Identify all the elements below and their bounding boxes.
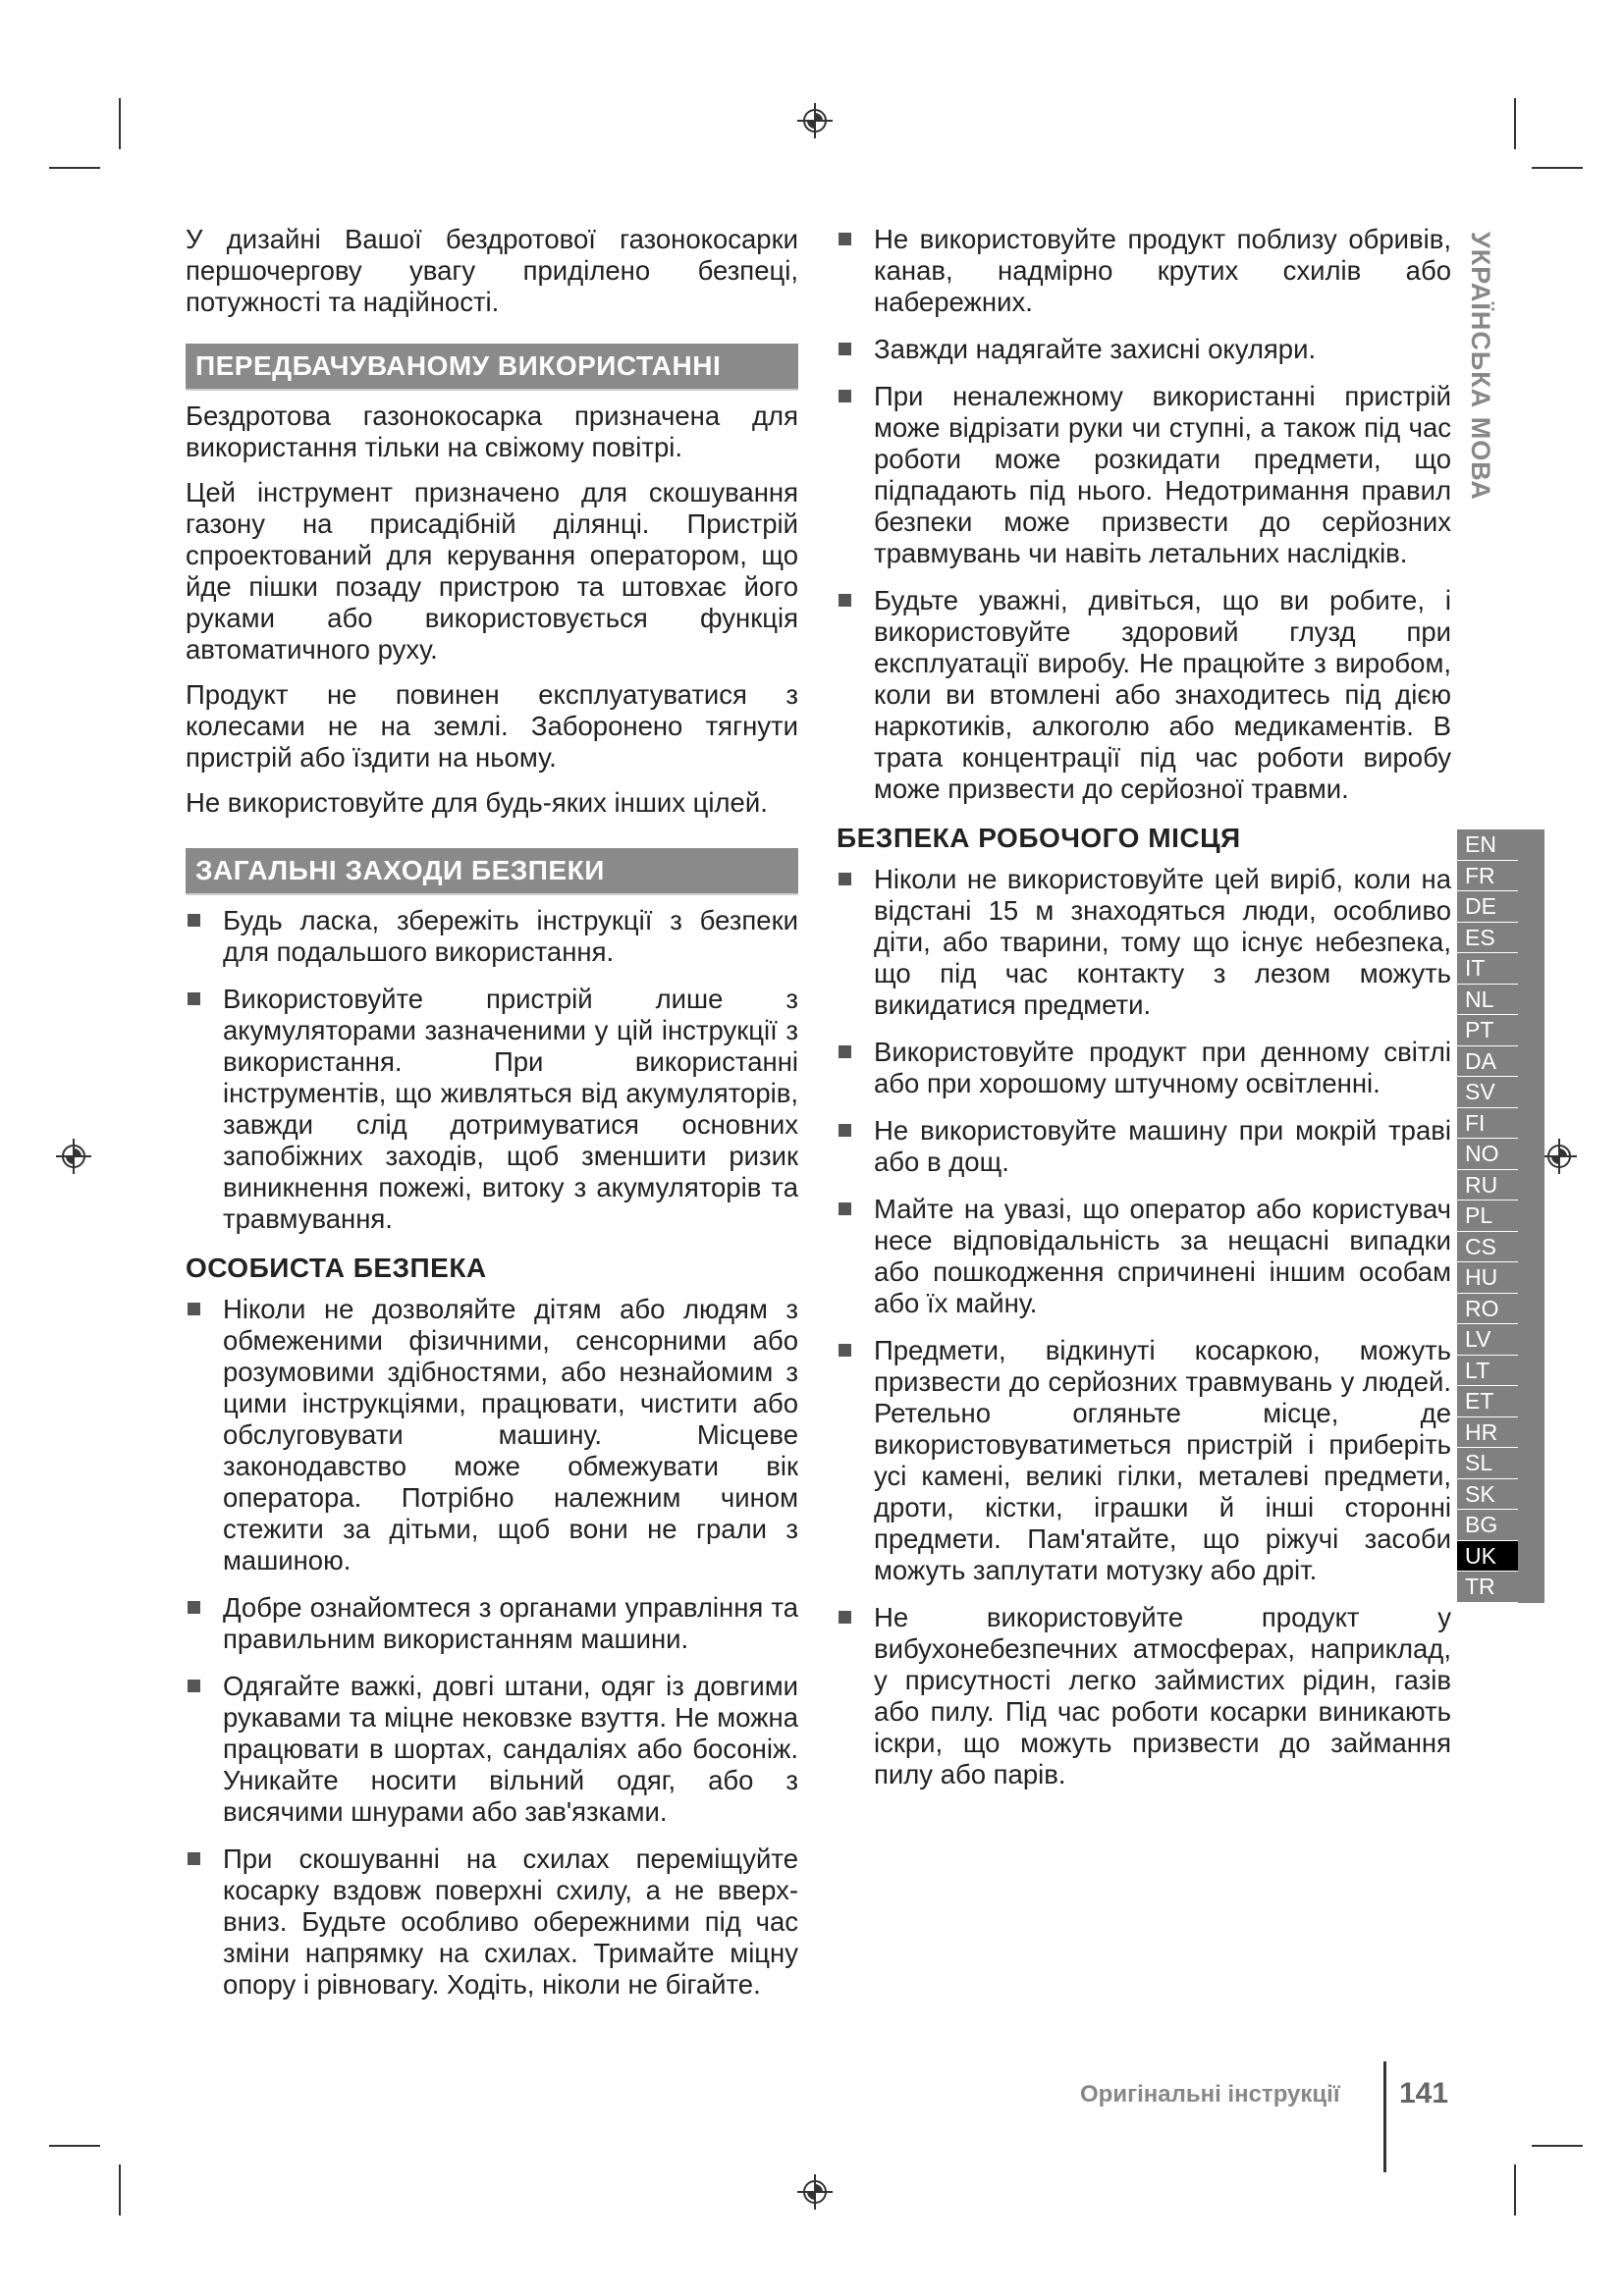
language-tab-fr[interactable]: FR	[1457, 861, 1518, 892]
list-item: Будь ласка, збережіть інструкції з безпеки для подальшого використання.	[186, 905, 798, 968]
language-tab-sk[interactable]: SK	[1457, 1479, 1518, 1511]
language-tab-sl[interactable]: SL	[1457, 1448, 1518, 1479]
crop-mark	[119, 2164, 121, 2216]
language-tab-pl[interactable]: PL	[1457, 1201, 1518, 1232]
language-side-title: УКРАЇНСЬКА МОВА	[1466, 232, 1495, 501]
language-tab-it[interactable]: IT	[1457, 953, 1518, 985]
list-item: Не використовуйте продукт поблизу обривів, канав, надмірно крутих схилів або набережних.	[837, 224, 1451, 318]
registration-mark-icon	[1542, 1139, 1577, 1174]
language-tab-lt[interactable]: LT	[1457, 1356, 1518, 1387]
language-tab-et[interactable]: ET	[1457, 1386, 1518, 1417]
personal-safety-list	[186, 1294, 798, 2001]
language-tab-de[interactable]: DE	[1457, 891, 1518, 923]
section-heading-general-safety: ЗАГАЛЬНІ ЗАХОДИ БЕЗПЕКИ	[186, 848, 798, 895]
language-tab-uk[interactable]: UK	[1457, 1541, 1518, 1573]
paragraph: Продукт не повинен експлуатуватися з колесами не на землі. Заборонено тягнути пристрій або їздити на ньому.	[186, 679, 798, 773]
section-heading-intended-use: ПЕРЕДБАЧУВАНОМУ ВИКОРИСТАННІ	[186, 344, 798, 391]
registration-mark-icon	[797, 2174, 833, 2210]
crop-mark	[1532, 167, 1583, 169]
language-tab-hu[interactable]: HU	[1457, 1262, 1518, 1294]
section-heading-personal-safety: ОСОБИСТА БЕЗПЕКА	[186, 1253, 487, 1283]
list-item: Не використовуйте продукт у вибухонебезпечних атмосферах, наприклад, у присутності легко займистих рідин, газів або пилу. Під час роботи косарки виникають іскри, що можуть призвести до займання пилу або парів.	[837, 1602, 1451, 1790]
crop-mark	[49, 167, 100, 169]
bullet-icon	[188, 1601, 200, 1614]
bullet-icon	[188, 992, 200, 1005]
bullet-icon	[839, 1045, 851, 1058]
list-item: Предмети, відкинуті косаркою, можуть призвести до серйозних травмувань у людей. Ретельно огляньте місце, де використовуватиметься пристрій і приберіть усі камені, великі гілки, металеві предмети, дроти, кістки, іграшки й інші сторонні предмети. Пам'ятайте, що ріжучі засоби можуть заплутати мотузку або дріт.	[837, 1335, 1451, 1586]
language-tab-es[interactable]: ES	[1457, 923, 1518, 954]
paragraph: Не використовуйте для будь-яких інших цілей.	[186, 787, 768, 818]
language-tab-ru[interactable]: RU	[1457, 1170, 1518, 1201]
work-area-list	[837, 864, 1451, 1790]
language-tab-cs[interactable]: CS	[1457, 1232, 1518, 1263]
list-item: Одягайте важкі, довгі штани, одяг із довгими рукавами та міцне нековзке взуття. Не можна працювати в шортах, сандаліях або босоніж. Уникайте носити вільний одяг, або з висячими шнурами або зав'язками.	[186, 1671, 798, 1828]
list-item: Будьте уважні, дивіться, що ви робите, і використовуйте здоровий глузд при експлуатації виробу. Не працюйте з виробом, коли ви втомлені або знаходитесь під дією наркотиків, алкоголю або медикаментів. В трата концентрації під час роботи виробу може призвести до серйозної травми.	[837, 585, 1451, 805]
list-item: Ніколи не дозволяйте дітям або людям з обмеженими фізичними, сенсорними або розумовими здібностями, або незнайомим з цими інструкціями, працювати, чистити або обслуговувати машину. Місцеве законодавство може обмежувати вік оператора. Потрібно належним чином стежити за дітьми, щоб вони не грали з машиною.	[186, 1294, 798, 1576]
left-column	[186, 224, 798, 2016]
list-item: Ніколи не використовуйте цей виріб, коли на відстані 15 м знаходяться люди, особливо діти, або тварини, тому що існує небезпека, що під час контакту з лезом можуть викидатися предмети.	[837, 864, 1451, 1021]
bullet-icon	[839, 390, 851, 402]
footer-label: Оригінальні інструкції	[1080, 2081, 1340, 2108]
paragraph: Бездротова газонокосарка призначена для використання тільки на свіжому повітрі.	[186, 400, 798, 462]
crop-mark	[119, 98, 121, 149]
crop-mark	[1514, 98, 1516, 149]
crop-mark	[1532, 2145, 1583, 2147]
list-item: Добре ознайомтеся з органами управління та правильним використанням машини.	[186, 1592, 798, 1655]
page-number: 141	[1399, 2077, 1449, 2109]
list-item: При скошуванні на схилах переміщуйте косарку вздовж поверхні схилу, а не вверх-вниз. Будьте особливо обережними під час зміни напрямку на схилах. Тримайте міцну опору і рівновагу. Ходіть, ніколи не бігайте.	[186, 1843, 798, 2001]
language-tab-nl[interactable]: NL	[1457, 985, 1518, 1016]
crop-mark	[1514, 2164, 1516, 2216]
bullet-icon	[839, 873, 851, 885]
bullet-icon	[839, 1202, 851, 1215]
page-footer	[1080, 2077, 1449, 2109]
bullet-icon	[839, 594, 851, 607]
list-item: Використовуйте продукт при денному світлі або при хорошому штучному освітленні.	[837, 1037, 1451, 1099]
footer-divider	[1383, 2061, 1386, 2172]
language-tab-no[interactable]: NO	[1457, 1139, 1518, 1170]
language-tab-bg[interactable]: BG	[1457, 1510, 1518, 1541]
language-tab-sv[interactable]: SV	[1457, 1077, 1518, 1108]
personal-safety-list-continued	[837, 224, 1451, 805]
intro-paragraph: У дизайні Вашої бездротової газонокосарки першочергову увагу приділено безпеці, потужності та надійності.	[186, 224, 798, 317]
bullet-icon	[839, 343, 851, 355]
bullet-icon	[188, 1680, 200, 1692]
bullet-icon	[839, 233, 851, 245]
right-column	[837, 224, 1451, 1806]
bullet-icon	[839, 1611, 851, 1624]
paragraph: Цей інструмент призначено для скошування газону на присадібній ділянці. Пристрій спроектований для керування оператором, що йде пішки позаду пристрою та штовхає його руками або використовується функція автоматичного руху.	[186, 477, 798, 665]
bullet-icon	[839, 1124, 851, 1137]
list-item: Завжди надягайте захисні окуляри.	[837, 334, 1451, 365]
language-tabs	[1457, 829, 1544, 1603]
language-tab-fi[interactable]: FI	[1457, 1108, 1518, 1140]
language-tab-ro[interactable]: RO	[1457, 1294, 1518, 1325]
language-tab-pt[interactable]: PT	[1457, 1015, 1518, 1046]
list-item: Не використовуйте машину при мокрій траві або в дощ.	[837, 1115, 1451, 1178]
bullet-icon	[839, 1344, 851, 1357]
language-tab-lv[interactable]: LV	[1457, 1324, 1518, 1356]
language-tab-en[interactable]: EN	[1457, 829, 1518, 861]
registration-mark-icon	[797, 103, 833, 138]
list-item: Використовуйте пристрій лише з акумуляторами зазначеними у цій інструкції з використання. При використанні інструментів, що живляться від акумуляторів, завжди слід дотримуватися основних запобіжних заходів, щоб зменшити ризик виникнення пожежі, витоку з акумуляторів та травмування.	[186, 984, 798, 1235]
list-item: При неналежному використанні пристрій може відрізати руки чи ступні, а також під час роботи може розкидати предмети, що підпадають під нього. Недотримання правил безпеки може призвести до серйозних травмувань чи навіть летальних наслідків.	[837, 381, 1451, 569]
bullet-icon	[188, 1852, 200, 1865]
language-tab-tr[interactable]: TR	[1457, 1572, 1518, 1603]
language-tab-hr[interactable]: HR	[1457, 1417, 1518, 1449]
bullet-icon	[188, 1303, 200, 1315]
general-safety-list	[186, 905, 798, 1235]
crop-mark	[49, 2145, 100, 2147]
language-tab-da[interactable]: DA	[1457, 1046, 1518, 1078]
section-heading-work-area: БЕЗПЕКА РОБОЧОГО МІСЦЯ	[837, 823, 1241, 853]
registration-mark-icon	[56, 1139, 91, 1174]
bullet-icon	[188, 914, 200, 927]
list-item: Майте на увазі, що оператор або користувач несе відповідальність за нещасні випадки або пошкодження спричинені іншим особам або їх майну.	[837, 1194, 1451, 1319]
